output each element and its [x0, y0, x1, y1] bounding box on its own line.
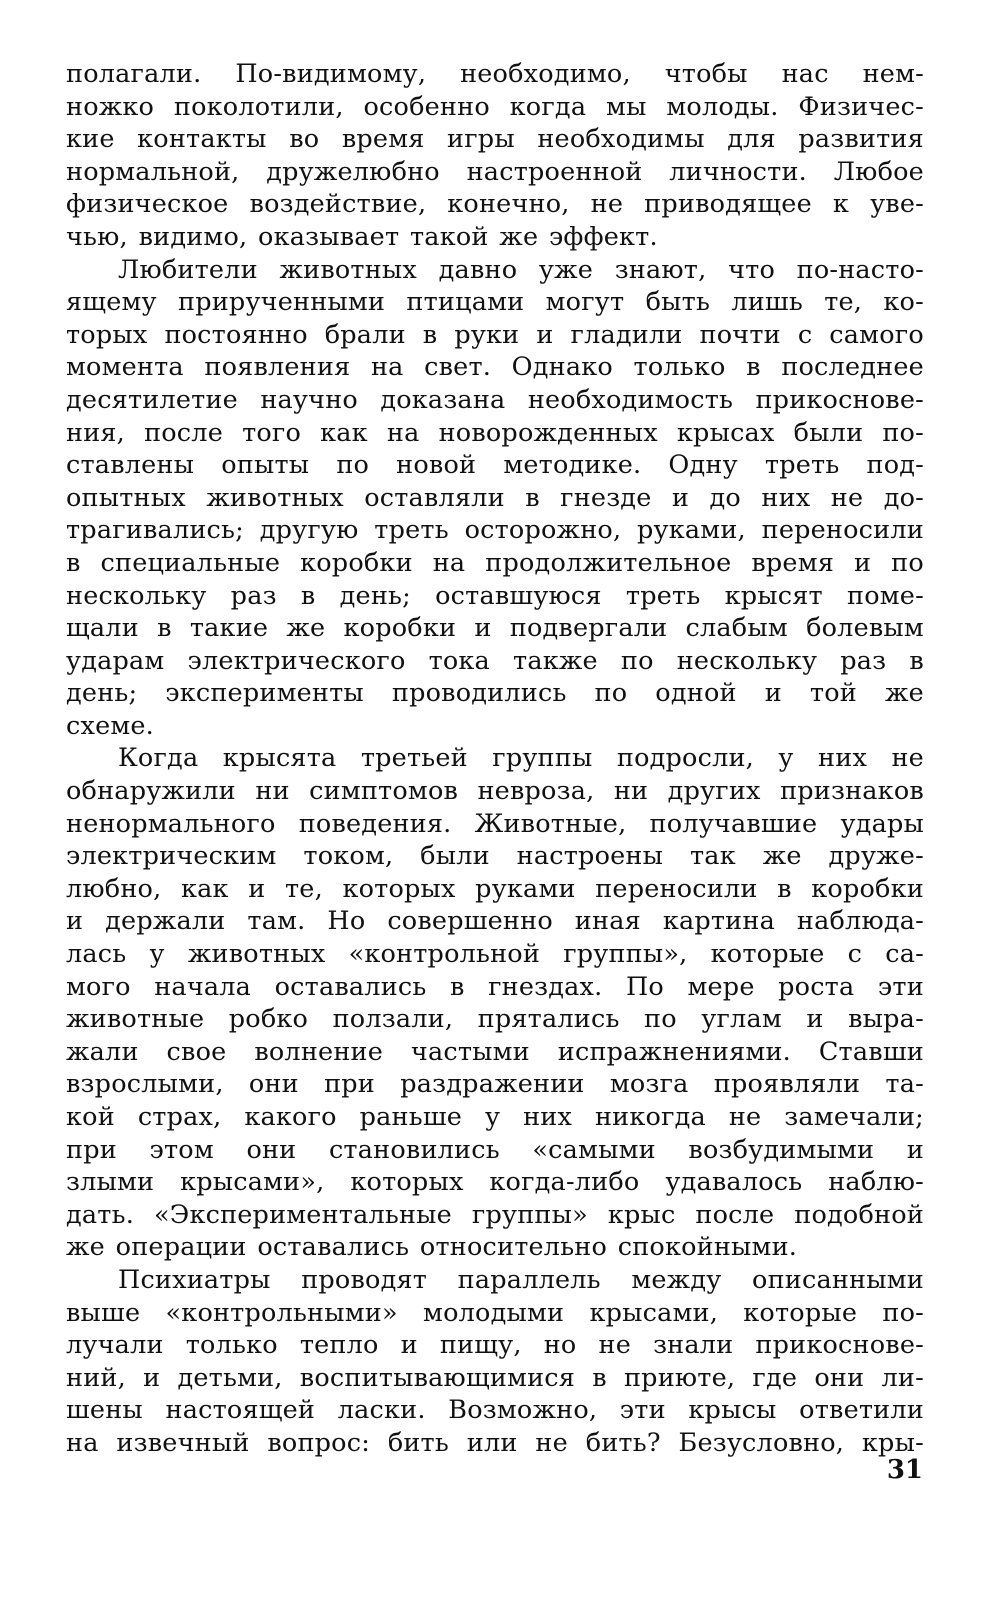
- text-line: день; эксперименты проводились по одной и той же: [66, 678, 924, 709]
- paragraph: [66, 742, 924, 1264]
- text-line: лась у животных «контрольной группы», которые с са-: [66, 939, 924, 970]
- text-line: ния, после того как на новорожденных крысах были по-: [66, 417, 924, 448]
- book-page-text: [66, 58, 924, 1460]
- text-line: животные робко ползали, прятались по углам и выра-: [66, 1004, 924, 1035]
- text-line: кие контакты во время игры необходимы для развития: [66, 124, 924, 155]
- text-line: лучали только тепло и пищу, но не знали прикоснове-: [66, 1330, 924, 1361]
- text-line: жали свое волнение частыми испражнениями. Ставши: [66, 1036, 924, 1067]
- text-line: схеме.: [66, 710, 154, 741]
- text-line: обнаружили ни симптомов невроза, ни других признаков: [66, 776, 924, 807]
- text-line: взрослыми, они при раздражении мозга проявляли та-: [66, 1069, 924, 1100]
- text-line: Любители животных давно уже знают, что по-насто-: [118, 254, 924, 285]
- text-line: дать. «Экспериментальные группы» крыс после подобной: [66, 1199, 924, 1230]
- page-number: 31: [886, 1455, 923, 1485]
- text-line: опытных животных оставляли в гнезде и до них не до-: [66, 482, 924, 513]
- text-line: чью, видимо, оказывает такой же эффект.: [66, 221, 658, 252]
- text-line: на извечный вопрос: бить или не бить? Безусловно, кры-: [66, 1427, 924, 1458]
- text-line: ставлены опыты по новой методике. Одну треть под-: [66, 450, 924, 481]
- text-line: торых постоянно брали в руки и гладили почти с самого: [66, 319, 924, 350]
- text-line: ний, и детьми, воспитывающимися в приюте, где они ли-: [66, 1362, 924, 1393]
- text-line: Психиатры проводят параллель между описанными: [118, 1264, 924, 1295]
- text-line: шены настоящей ласки. Возможно, эти крысы ответили: [66, 1395, 924, 1426]
- text-line: электрическим током, были настроены так же друже-: [66, 841, 924, 872]
- text-line: в специальные коробки на продолжительное время и по: [66, 547, 924, 578]
- text-line: момента появления на свет. Однако только в последнее: [66, 352, 924, 383]
- text-line: десятилетие научно доказана необходимость прикоснове-: [66, 384, 924, 415]
- text-line: и держали там. Но совершенно иная картина наблюда-: [66, 906, 924, 937]
- text-line: нескольку раз в день; оставшуюся треть крысят поме-: [66, 580, 924, 611]
- text-line: выше «контрольными» молодыми крысами, которые по-: [66, 1297, 924, 1328]
- text-line: ненормального поведения. Животные, получавшие удары: [66, 808, 924, 839]
- text-line: Когда крысята третьей группы подросли, у них не: [118, 743, 924, 774]
- text-line: трагивались; другую треть осторожно, руками, переносили: [66, 515, 924, 546]
- text-line: ударам электрического тока также по нескольку раз в: [66, 645, 924, 676]
- text-line: ножко поколотили, особенно когда мы молоды. Физичес-: [66, 91, 924, 122]
- text-line: ящему прирученными птицами могут быть лишь те, ко-: [66, 287, 924, 318]
- text-line: щали в такие же коробки и подвергали слабым болевым: [66, 613, 924, 644]
- text-line: любно, как и те, которых руками переносили в коробки: [66, 873, 924, 904]
- text-line: мого начала оставались в гнездах. По мере роста эти: [66, 971, 924, 1002]
- text-line: нормальной, дружелюбно настроенной личности. Любое: [66, 156, 924, 187]
- paragraph: [66, 254, 924, 743]
- paragraph: [66, 58, 924, 254]
- text-line: полагали. По-видимому, необходимо, чтобы нас нем-: [66, 59, 924, 89]
- text-line: физическое воздействие, конечно, не приводящее к уве-: [66, 189, 924, 220]
- text-line: же операции оставались относительно спокойными.: [66, 1232, 798, 1263]
- text-line: при этом они становились «самыми возбудимыми и: [66, 1134, 924, 1165]
- text-line: злыми крысами», которых когда-либо удавалось наблю-: [66, 1167, 924, 1198]
- text-line: кой страх, какого раньше у них никогда не замечали;: [66, 1102, 924, 1132]
- paragraph: [66, 1264, 924, 1460]
